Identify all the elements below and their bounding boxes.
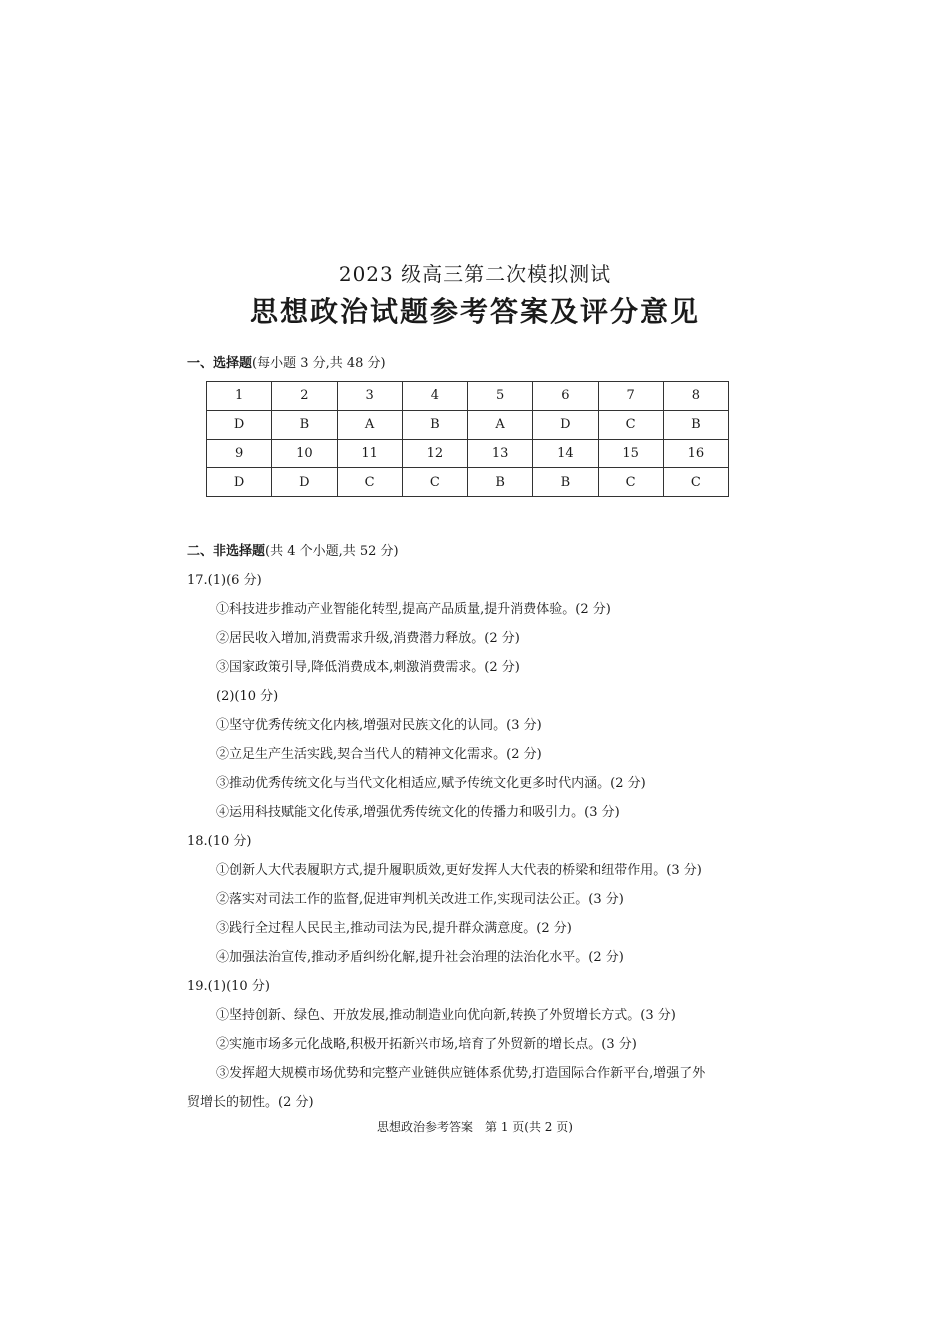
table-cell: C [337,468,402,497]
section-1-note: (每小题 3 分,共 48 分) [252,356,386,371]
table-cell: C [402,468,467,497]
table-cell: C [663,468,728,497]
table-cell: D [533,410,598,439]
answer-line: ③国家政策引导,降低消费成本,刺激消费需求。(2 分) [216,660,520,675]
table-cell: B [272,410,337,439]
answer-line: ②实施市场多元化战略,积极开拓新兴市场,培育了外贸新的增长点。(3 分) [216,1037,637,1052]
section-2-label: 二、非选择题 [187,544,266,559]
table-cell: B [663,410,728,439]
section-1-label: 一、选择题 [187,356,253,371]
table-row [207,439,729,468]
answer-line: ②立足生产生活实践,契合当代人的精神文化需求。(2 分) [216,747,542,762]
answer-line: ④运用科技赋能文化传承,增强优秀传统文化的传播力和吸引力。(3 分) [216,805,620,820]
table-cell: B [468,468,533,497]
table-cell: B [533,468,598,497]
table-cell: 11 [337,439,402,468]
section-2-heading [187,540,399,559]
subquestion-heading: (2)(10 分) [216,689,279,704]
answer-line: ①科技进步推动产业智能化转型,提高产品质量,提升消费体验。(2 分) [216,602,611,617]
answer-line-continuation: 贸增长的韧性。(2 分) [187,1095,314,1110]
table-cell: 10 [272,439,337,468]
answer-line: ②居民收入增加,消费需求升级,消费潜力释放。(2 分) [216,631,520,646]
question-19-heading: 19.(1)(10 分) [187,979,270,994]
table-cell: A [468,410,533,439]
section-2-note: (共 4 个小题,共 52 分) [265,544,399,559]
table-cell: 5 [468,382,533,411]
answer-line: ①坚守优秀传统文化内核,增强对民族文化的认同。(3 分) [216,718,542,733]
table-cell: 14 [533,439,598,468]
table-cell: D [272,468,337,497]
table-cell: D [207,410,272,439]
table-cell: 2 [272,382,337,411]
answer-line: ③发挥超大规模市场优势和完整产业链供应链体系优势,打造国际合作新平台,增强了外 [216,1066,706,1081]
answer-line: ④加强法治宣传,推动矛盾纠纷化解,提升社会治理的法治化水平。(2 分) [216,950,624,965]
table-row [207,382,729,411]
table-cell: C [598,468,663,497]
answer-line: ①创新人大代表履职方式,提升履职质效,更好发挥人大代表的桥梁和纽带作用。(3 分) [216,863,702,878]
answer-line: ③推动优秀传统文化与当代文化相适应,赋予传统文化更多时代内涵。(2 分) [216,776,646,791]
answer-line: ③践行全过程人民民主,推动司法为民,提升群众满意度。(2 分) [216,921,572,936]
table-cell: B [402,410,467,439]
table-row [207,410,729,439]
exam-subtitle: 2023 级高三第二次模拟测试 [338,262,612,286]
question-17-heading: 17.(1)(6 分) [187,573,262,588]
page-title: 思想政治试题参考答案及评分意见 [249,295,700,328]
page-footer: 思想政治参考答案 第 1 页(共 2 页) [377,1120,573,1134]
table-cell: 16 [663,439,728,468]
table-cell: 15 [598,439,663,468]
table-cell: C [598,410,663,439]
table-cell: 1 [207,382,272,411]
table-cell: D [207,468,272,497]
table-cell: 12 [402,439,467,468]
table-cell: 9 [207,439,272,468]
table-row [207,468,729,497]
table-cell: A [337,410,402,439]
answer-line: ①坚持创新、绿色、开放发展,推动制造业向优向新,转换了外贸增长方式。(3 分) [216,1008,676,1023]
question-18-heading: 18.(10 分) [187,834,252,849]
table-cell: 4 [402,382,467,411]
table-cell: 13 [468,439,533,468]
table-cell: 7 [598,382,663,411]
table-cell: 3 [337,382,402,411]
table-cell: 6 [533,382,598,411]
answer-table [206,381,729,497]
answer-line: ②落实对司法工作的监督,促进审判机关改进工作,实现司法公正。(3 分) [216,892,624,907]
table-cell: 8 [663,382,728,411]
section-1-heading [187,352,386,371]
